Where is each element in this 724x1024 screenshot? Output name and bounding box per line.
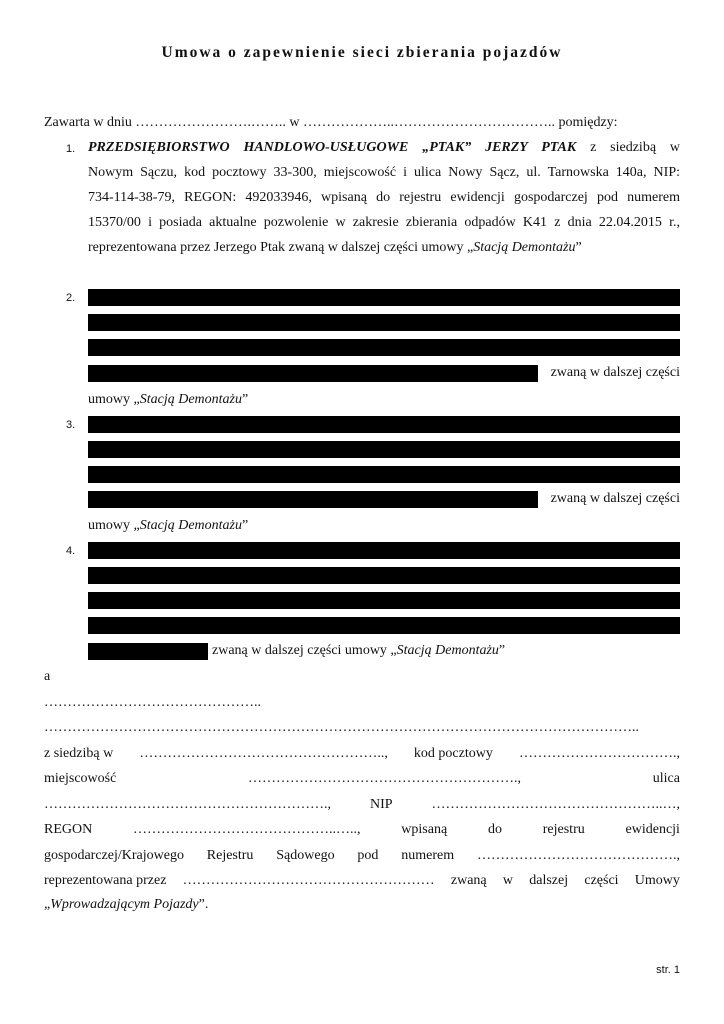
locality-label: miejscowość (44, 771, 117, 786)
party3-tail: zwaną w dalszej części (550, 491, 680, 506)
party2-line-suffix: ” (241, 392, 249, 407)
name-blank-short: ……………………………………….. (44, 695, 261, 710)
party1-line5-suffix: ” (575, 240, 582, 255)
regon-blank: ……………………………………..….., (133, 822, 361, 837)
street-label: ulica (652, 771, 680, 786)
redaction-bar (88, 416, 680, 433)
rep-word: Umowy (634, 873, 680, 888)
krs-row (44, 847, 680, 865)
nip-label: NIP (369, 797, 393, 812)
redaction-bar (88, 643, 208, 660)
party1-name: PRZEDSIĘBIORSTWO HANDLOWO-USŁUGOWE „PTAK” JERZY PTAK (88, 140, 577, 155)
party3-number: 3. (66, 419, 76, 431)
regon-row (44, 821, 680, 839)
party2-line (88, 391, 248, 409)
redaction-bar (88, 542, 680, 559)
party1-line4: 15370/00 i posiada aktualne pozwolenie w zakresie zbierania odpadów K41 z dnia 22.04.2015 r., (88, 215, 680, 230)
seat-blank: …………………………………………….., (139, 746, 388, 761)
redaction-bar (88, 491, 538, 508)
seat-label: z siedzibą w (44, 746, 114, 761)
locality-row (44, 770, 680, 788)
party3-line-italic: Stacją Demontażu (139, 518, 242, 533)
redaction-bar (88, 567, 680, 584)
party2-tail: zwaną w dalszej części (550, 365, 680, 380)
intro-line: Zawarta w dniu …………………….…….. w ………………..…………………………….. pomiędzy: (44, 115, 618, 130)
party1-line3: 734-114-38-79, REGON: 492033946, wpisaną do rejestru ewidencji gospodarczej pod numerem (88, 190, 680, 205)
name-blank-long: ……………………………………………………………………………………………………………….. (44, 720, 639, 735)
introducer-italic: Wprowadzającym Pojazdy (50, 897, 199, 912)
party2-line-italic: Stacją Demontażu (139, 392, 242, 407)
redaction-bar (88, 365, 538, 382)
seat-row (44, 745, 680, 763)
regon-word: wpisaną (401, 822, 448, 837)
party1-line5-prefix: reprezentowana przez Jerzego Ptak zwaną w dalszej części umowy „ (88, 240, 474, 255)
krs-word: gospodarczej/Krajowego (44, 848, 184, 863)
party4-tail (212, 642, 505, 660)
party4-tail-prefix: zwaną w dalszej części umowy „ (212, 643, 397, 658)
rep-word: dalszej (529, 873, 569, 888)
introducer-suffix: ”. (198, 897, 209, 912)
party4-tail-italic: Stacją Demontażu (396, 643, 499, 658)
redaction-bar (88, 617, 680, 634)
representative-row (44, 872, 680, 890)
redaction-bar (88, 592, 680, 609)
page-number: str. 1 (656, 964, 680, 976)
party1-line5-italic: Stacją Demontażu (473, 240, 576, 255)
party1-line2: Nowym Sączu, kod pocztowy 33-300, miejscowość i ulica Nowy Sącz, ul. Tarnowska 140a, NIP: (88, 165, 680, 180)
krs-blank: ……………………………………., (476, 848, 680, 863)
redaction-bar (88, 466, 680, 483)
party2-number: 2. (66, 292, 76, 304)
party4-tail-suffix: ” (498, 643, 506, 658)
rep-word: w (502, 873, 514, 888)
rep-word: zwaną (450, 873, 487, 888)
postal-label: kod pocztowy (413, 746, 493, 761)
representative-blank: ……………………………………………… (182, 873, 435, 888)
regon-word: ewidencji (625, 822, 680, 837)
party3-line (88, 517, 248, 535)
party3-line-prefix: umowy „ (88, 518, 140, 533)
party1-line1-tail: z siedzibą w (590, 140, 681, 155)
street-blank: ……………………………………………………., (44, 797, 331, 812)
redaction-bar (88, 441, 680, 458)
party1-line1 (88, 139, 680, 157)
locality-blank: …………………………………………………., (248, 771, 522, 786)
document-title: Umowa o zapewnienie sieci zbierania pojazdów (161, 44, 563, 61)
introducer-prefix: „ (44, 897, 51, 912)
party2-line-prefix: umowy „ (88, 392, 140, 407)
nip-row (44, 796, 680, 814)
nip-blank: …………………………………………..…, (431, 797, 680, 812)
redaction-bar (88, 339, 680, 356)
introducer-line (44, 896, 208, 914)
regon-word: do (487, 822, 502, 837)
krs-word: numerem (401, 848, 455, 863)
regon-label: REGON (44, 822, 93, 837)
regon-word: rejestru (542, 822, 585, 837)
party3-line-suffix: ” (241, 518, 249, 533)
rep-word: części (584, 873, 619, 888)
party1-number: 1. (66, 143, 76, 155)
and-word: a (44, 669, 51, 684)
party1-line5 (88, 239, 582, 257)
party4-number: 4. (66, 545, 76, 557)
krs-word: Rejestru (206, 848, 254, 863)
redaction-bar (88, 314, 680, 331)
postal-blank: ……………………………., (518, 746, 680, 761)
representative-label: reprezentowana przez (44, 873, 167, 888)
krs-word: pod (357, 848, 379, 863)
redaction-bar (88, 289, 680, 306)
krs-word: Sądowego (276, 848, 335, 863)
